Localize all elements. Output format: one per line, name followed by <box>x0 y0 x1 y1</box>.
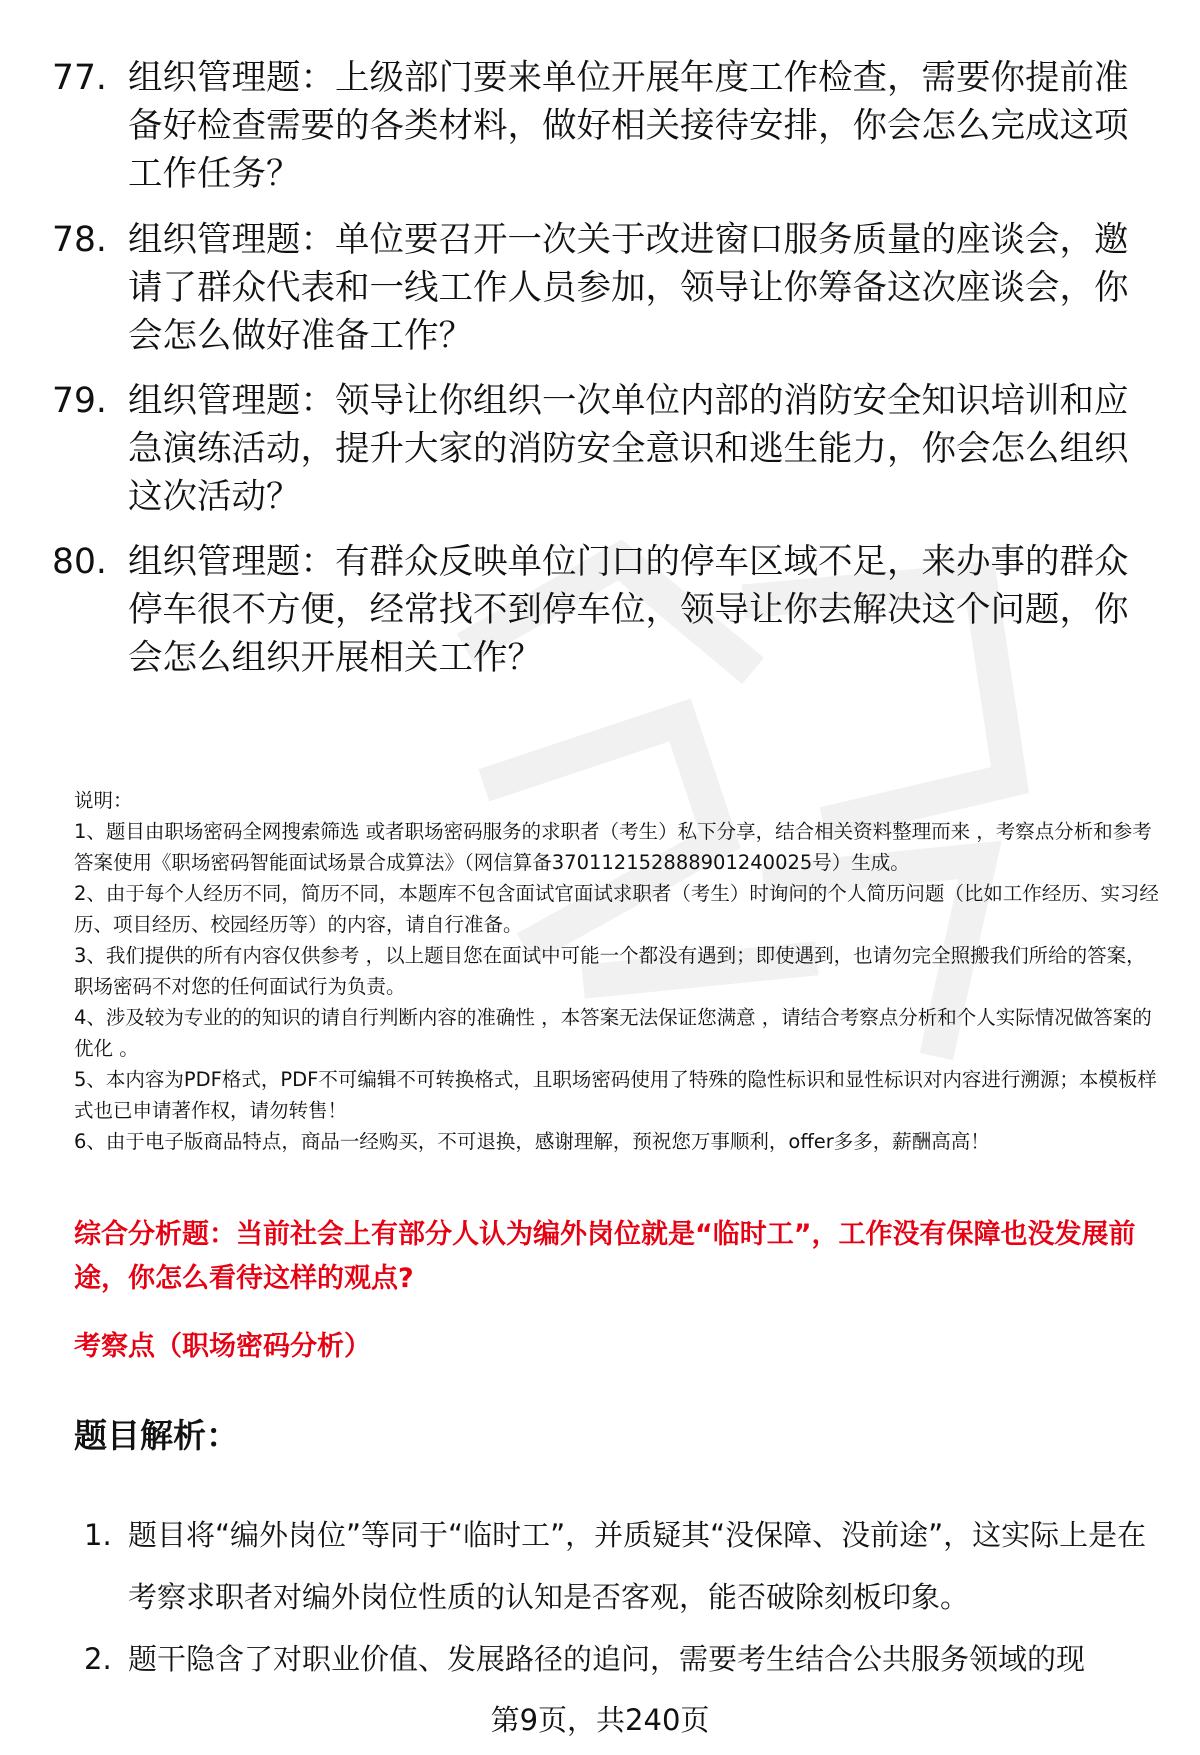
note-item: 6、由于电子版商品特点，商品一经购买，不可退换，感谢理解，预祝您万事顺利，offer多多，薪酬高高！ <box>74 1130 990 1153</box>
note-item: 5、本内容为PDF格式，PDF不可编辑不可转换格式，且职场密码使用了特殊的隐性标识和显性标识对内容进行溯源；本模板样式也已申请著作权，请勿转售！ <box>74 1068 1157 1122</box>
question-text: 组织管理题：上级部门要来单位开展年度工作检查，需要你提前准备好检查需要的各类材料，做好相关接待安排，你会怎么完成这项工作任务？ <box>128 58 1129 194</box>
note-item: 1、题目由职场密码全网搜索筛选 或者职场密码服务的求职者（考生）私下分享，结合相关资料整理而来 ，考察点分析和参考答案使用《职场密码智能面试场景合成算法》（网信算备370112152888901240025号）生成。 <box>74 820 1152 874</box>
analysis-item-1 <box>84 1504 1164 1628</box>
question-77 <box>52 54 1147 198</box>
disclaimer-notes <box>74 785 1159 1157</box>
note-item: 4、涉及较为专业的的知识的请自行判断内容的准确性 ，本答案无法保证您满意 ，请结合考察点分析和个人实际情况做答案的优化 。 <box>74 1006 1152 1060</box>
question-text: 组织管理题：单位要召开一次关于改进窗口服务质量的座谈会，邀请了群众代表和一线工作人员参加，领导让你筹备这次座谈会，你会怎么做好准备工作？ <box>128 220 1129 356</box>
question-80 <box>52 538 1147 682</box>
note-item: 2、由于每个人经历不同，简历不同，本题库不包含面试官面试求职者（考生）时询问的个人简历问题（比如工作经历、实习经历、项目经历、校园经历等）的内容，请自行准备。 <box>74 882 1159 936</box>
analysis-text: 题干隐含了对职业价值、发展路径的追问，需要考生结合公共服务领域的现 <box>128 1642 1086 1676</box>
question-text: 组织管理题：有群众反映单位门口的停车区域不足，来办事的群众停车很不方便，经常找不到停车位，领导让你去解决这个问题，你会怎么组织开展相关工作？ <box>128 542 1129 678</box>
notes-heading: 说明： <box>74 789 133 812</box>
question-text: 组织管理题：领导让你组织一次单位内部的消防安全知识培训和应急演练活动，提升大家的消防安全意识和逃生能力，你会怎么组织这次活动？ <box>128 381 1129 517</box>
analysis-number: 2. <box>84 1642 112 1676</box>
analysis-item-2 <box>84 1628 1164 1690</box>
analysis-text: 题目将“编外岗位”等同于“临时工”，并质疑其“没保障、没前途”，这实际上是在考察求职者对编外岗位性质的认知是否客观，能否破除刻板印象。 <box>128 1518 1147 1614</box>
analysis-heading: 题目解析： <box>74 1416 239 1455</box>
page-footer: 第9页，共240页 <box>490 1703 710 1737</box>
exam-point-label: 考察点（职场密码分析） <box>74 1331 371 1362</box>
question-79 <box>52 377 1147 521</box>
question-number: 80. <box>52 542 107 582</box>
question-number: 77. <box>52 58 107 98</box>
question-number: 78. <box>52 220 107 260</box>
question-number: 79. <box>52 381 107 421</box>
note-item: 3、我们提供的所有内容仅供参考 ，以上题目您在面试中可能一个都没有遇到；即使遇到，也请勿完全照搬我们所给的答案，职场密码不对您的任何面试行为负责。 <box>74 944 1146 998</box>
question-78 <box>52 216 1147 360</box>
analysis-number: 1. <box>84 1518 112 1552</box>
featured-question: 综合分析题：当前社会上有部分人认为编外岗位就是“临时工”，工作没有保障也没发展前途，你怎么看待这样的观点? <box>74 1219 1136 1294</box>
